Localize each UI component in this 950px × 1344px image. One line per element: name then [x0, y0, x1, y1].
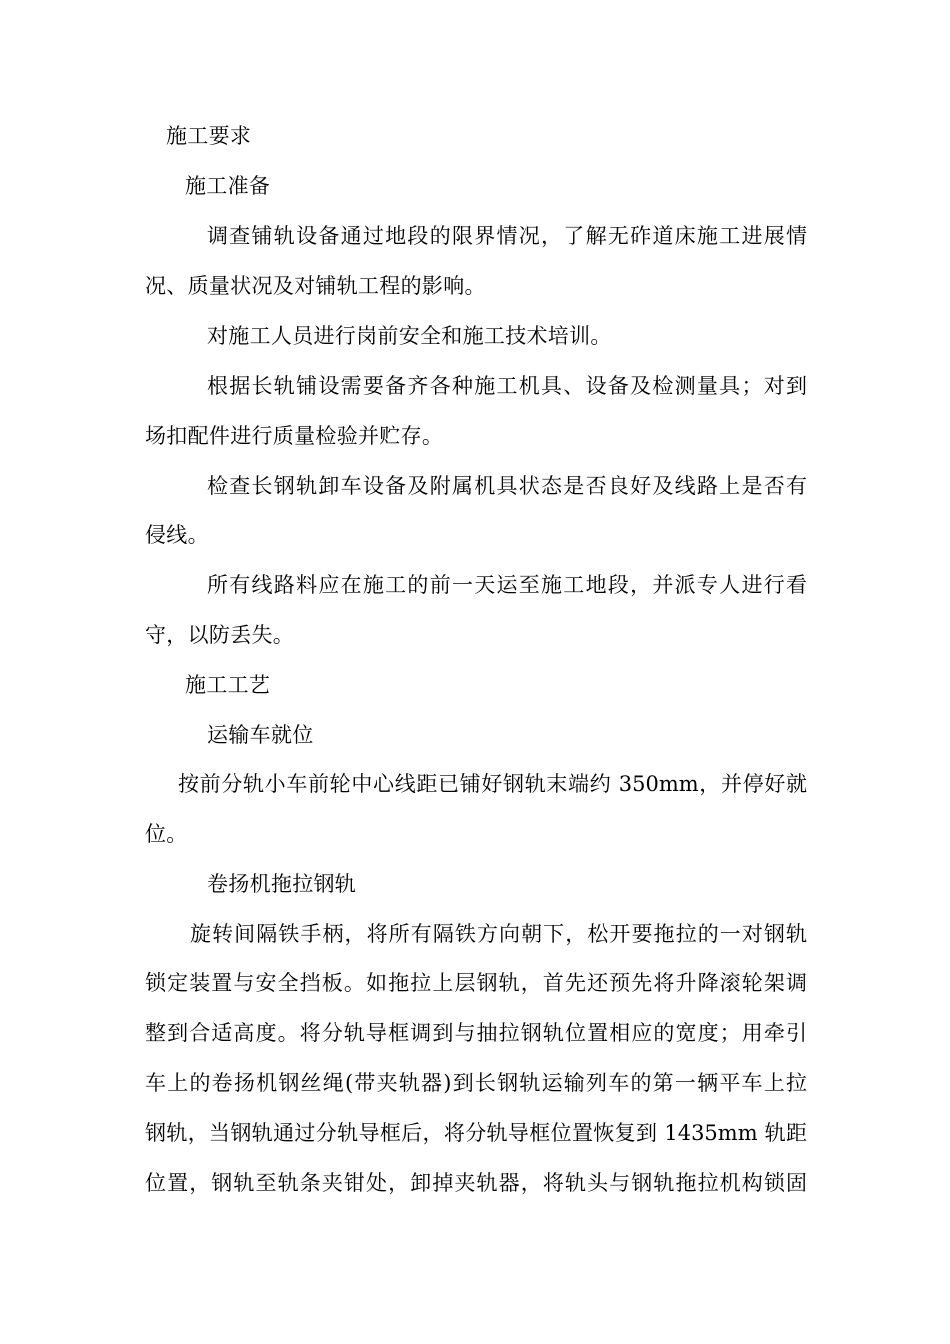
paragraph-line: 检查长钢轨卸车设备及附属机具状态是否良好及线路上是否有 — [207, 474, 807, 498]
paragraph-line: 场扣配件进行质量检验并贮存。 — [145, 424, 444, 448]
paragraph-equipment — [145, 372, 807, 400]
paragraph-line: 侵线。 — [145, 523, 209, 547]
paragraph-line: 根据长轨铺设需要备齐各种施工机具、设备及检测量具；对到 — [207, 374, 807, 398]
heading-construction-process: 施工工艺 — [185, 673, 271, 697]
paragraph-survey — [145, 222, 807, 250]
paragraph-winch — [145, 920, 807, 948]
paragraph-winch-cont — [145, 1119, 807, 1147]
paragraph-line: 整到合适高度。将分轨导框调到与抽拉钢轨位置相应的宽度；用牵引 — [145, 1021, 807, 1045]
paragraph-line: 位置，钢轨至轨条夹钳处，卸掉夹轨器，将轨头与钢轨拖拉机构锁固 — [145, 1171, 807, 1195]
heading-construction-preparation: 施工准备 — [185, 174, 271, 198]
paragraph-line: 况、质量状况及对铺轨工程的影响。 — [145, 274, 486, 298]
paragraph-line: 旋转间隔铁手柄，将所有隔铁方向朝下，松开要拖拉的一对钢轨 — [190, 922, 807, 946]
paragraph-line: 车上的卷扬机钢丝绳(带夹轨器)到长钢轨运输列车的第一辆平车上拉 — [145, 1071, 807, 1095]
paragraph-materials — [145, 571, 807, 599]
paragraph-line: 按前分轨小车前轮中心线距已铺好钢轨末端约 350mm，并停好就 — [178, 772, 807, 796]
paragraph-line: 钢轨，当钢轨通过分轨导框后，将分轨导框位置恢复到 1435mm 轨距 — [145, 1121, 807, 1145]
paragraph-line: 调查铺轨设备通过地段的限界情况，了解无砟道床施工进展情 — [207, 224, 807, 248]
heading-vehicle-positioning: 运输车就位 — [207, 723, 314, 747]
paragraph-positioning — [145, 770, 807, 798]
paragraph-winch-cont — [145, 1169, 807, 1197]
paragraph-line: 锁定装置与安全挡板。如拖拉上层钢轨，首先还预先将升降滚轮架调 — [145, 971, 807, 995]
paragraph-training: 对施工人员进行岗前安全和施工技术培训。 — [207, 324, 612, 348]
paragraph-winch-cont — [145, 1019, 807, 1047]
heading-winch-pulling: 卷扬机拖拉钢轨 — [207, 872, 357, 896]
heading-construction-requirements: 施工要求 — [166, 124, 252, 148]
paragraph-winch-cont — [145, 1069, 807, 1097]
paragraph-inspection — [145, 472, 807, 500]
paragraph-line: 守，以防丢失。 — [145, 623, 295, 647]
paragraph-line: 所有线路料应在施工的前一天运至施工地段，并派专人进行看 — [207, 573, 807, 597]
paragraph-line: 位。 — [145, 822, 188, 846]
paragraph-winch-cont — [145, 969, 807, 997]
